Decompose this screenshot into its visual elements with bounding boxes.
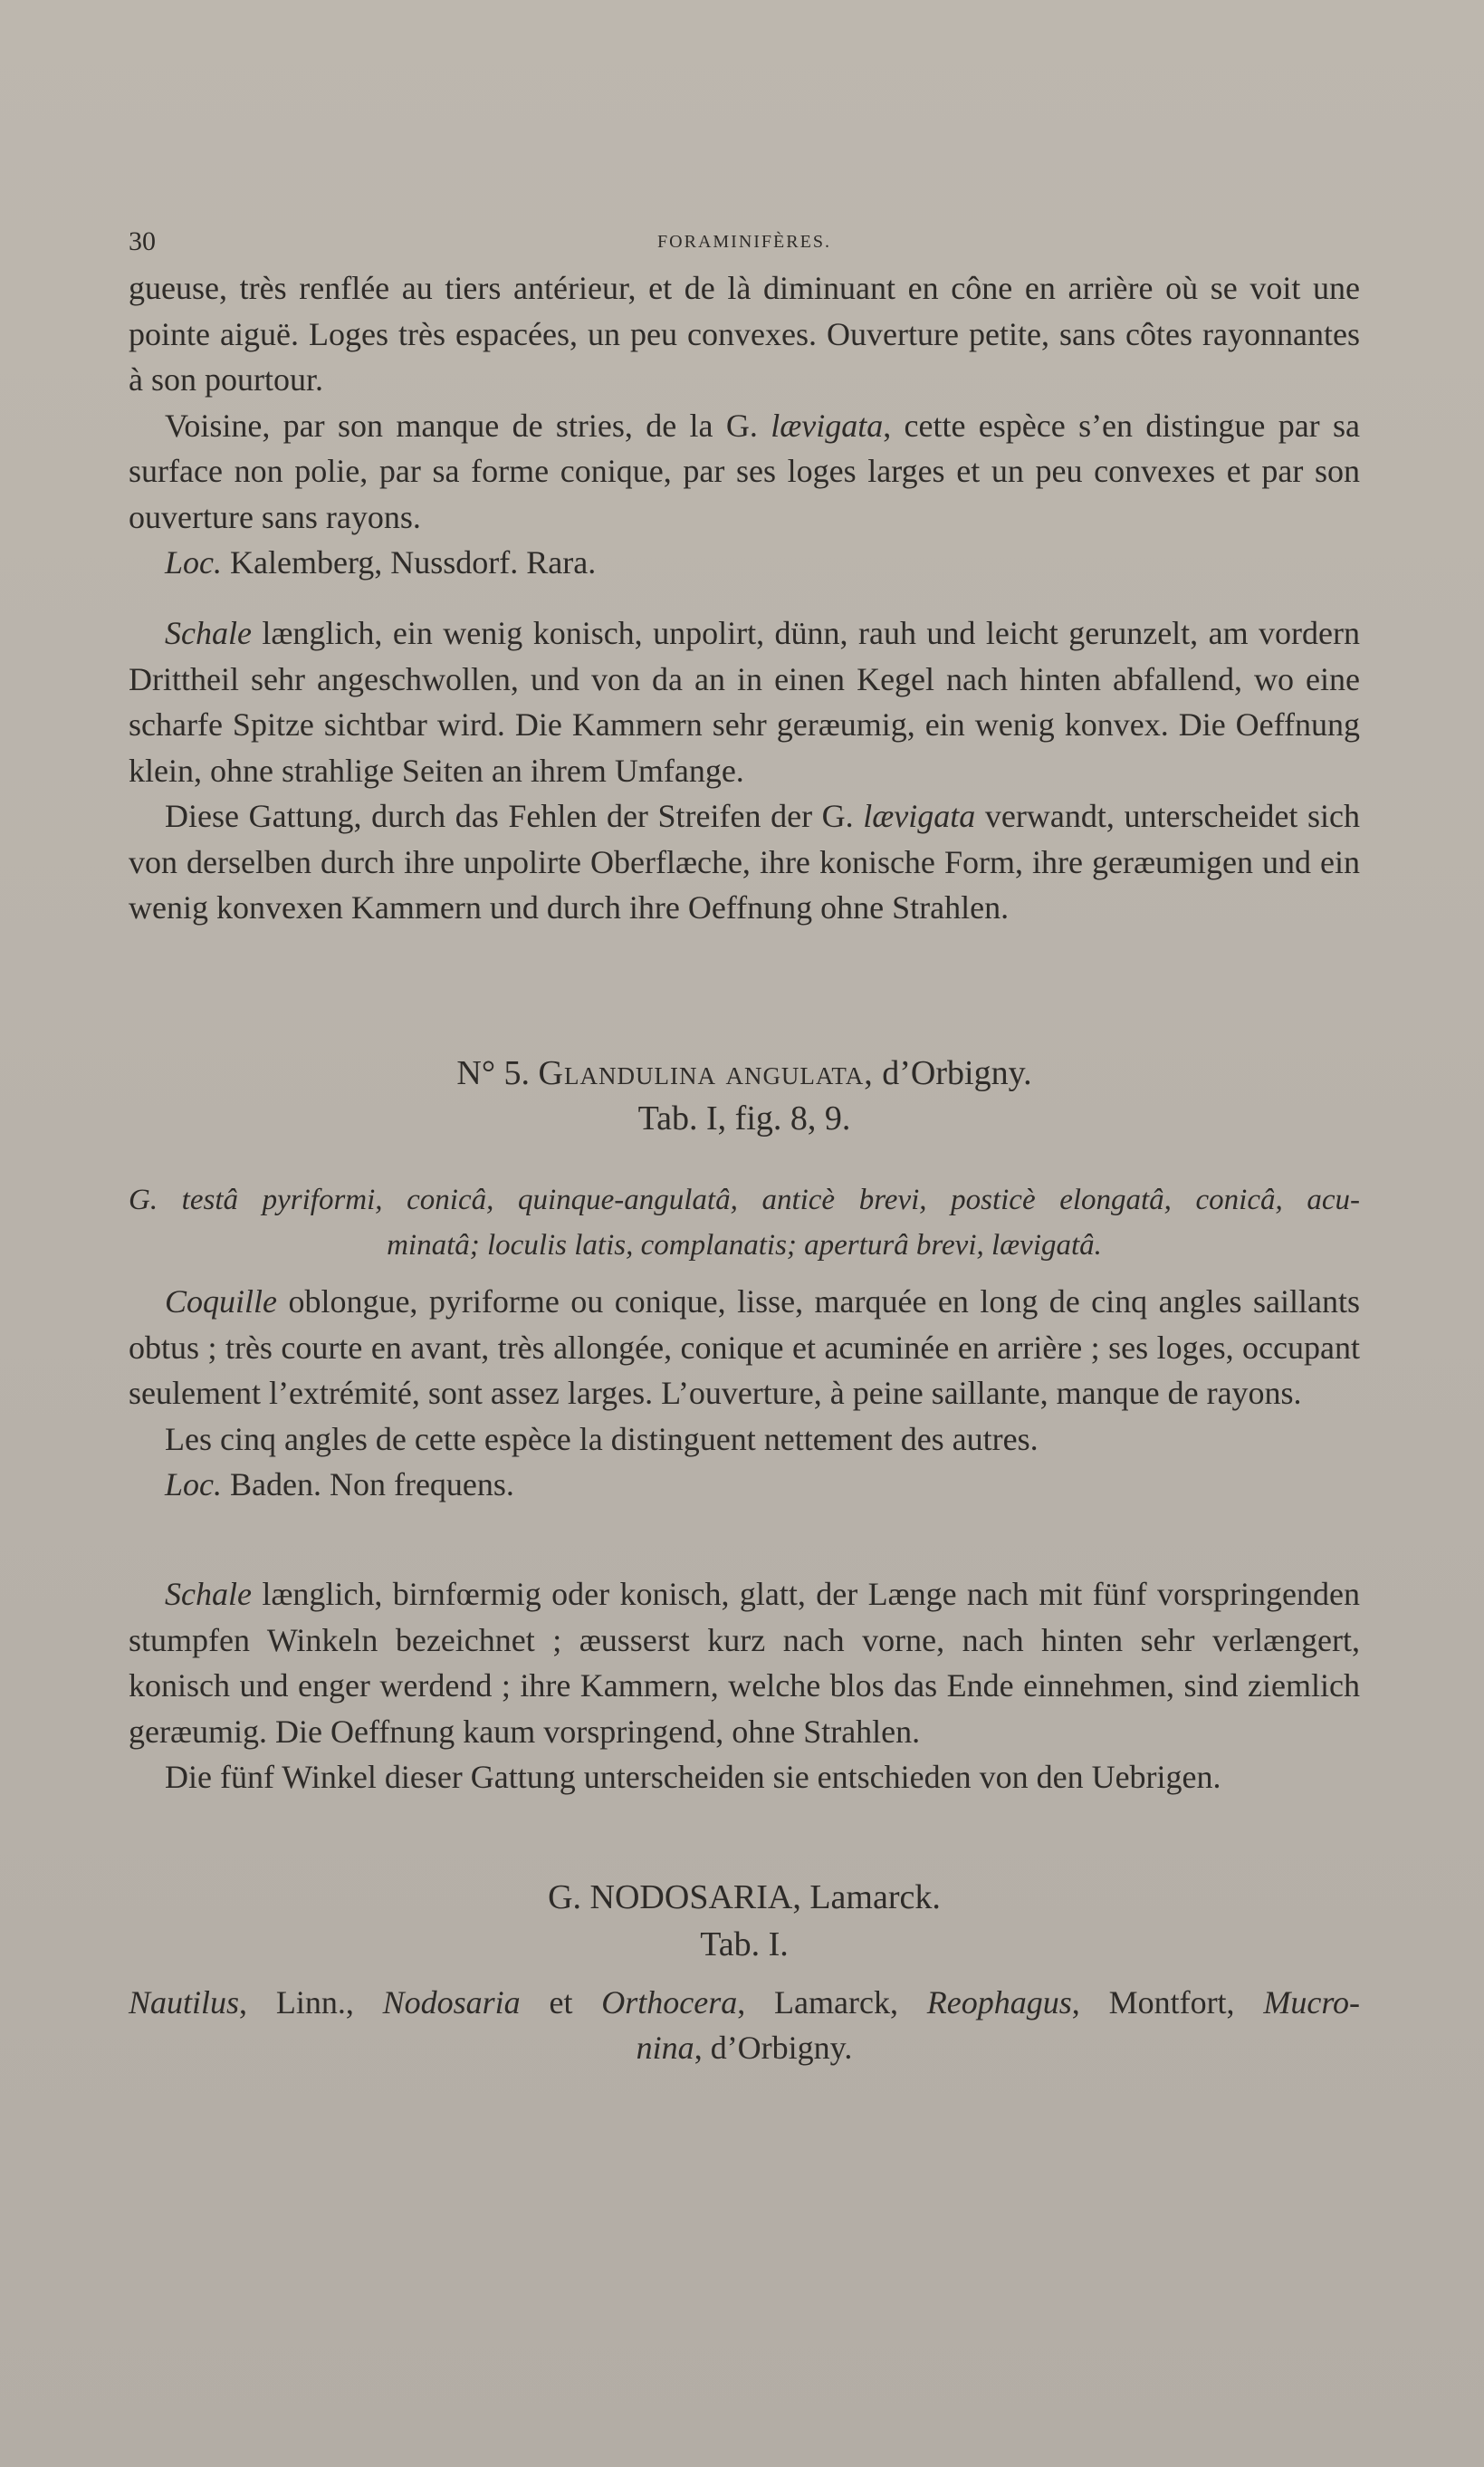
species-heading: N° 5. Glandulina angulata, d’Orbigny.: [456, 1054, 1032, 1092]
paragraph: Schale længlich, birnfœrmig oder konisch, glatt, der Længe nach mit fünf vorspringenden stumpfen Winkeln bezeichnet ; æusserst kurz nach vorne, nach hinten sehr verlængert, konisch und enger werdend ; ihre Kammern, welche blos das Ende einnehmen, sind ziemlich geræumig. Die Oeffnung kaum vorspringend, ohne Strahlen.: [129, 1576, 1360, 1750]
paragraph: Coquille oblongue, pyriforme ou conique, lisse, marquée en long de cinq angles saillants obtus ; très courte en avant, très allongée, conique et acuminée en arrière ; ses loges, occupant seulement l’extrémité, sont assez larges. L’ouverture, à peine saillante, manque de rayons.: [129, 1283, 1360, 1411]
genus-heading: G. NODOSARIA, Lamarck.: [548, 1878, 941, 1916]
locality-line: Loc. Kalemberg, Nussdorf. Rara.: [165, 544, 597, 581]
french-description-block-5: [129, 1279, 1360, 1508]
german-description-block-4: [129, 610, 1360, 931]
locality-line: Loc. Baden. Non frequens.: [165, 1466, 514, 1502]
page-number: 30: [129, 226, 156, 256]
german-description-block-5: [129, 1571, 1360, 1800]
paragraph: Les cinq angles de cette espèce la distinguent nettement des autres.: [165, 1420, 1039, 1457]
paragraph: Voisine, par son manque de stries, de la G. lævigata, cette espèce s’en distingue par sa surface non polie, par sa forme conique, par ses loges larges et un peu convexes et par son ouverture sans rayons.: [129, 407, 1360, 535]
plate-reference: Tab. I, fig. 8, 9.: [637, 1099, 851, 1138]
latin-diagnosis: G. testâ pyriformi, conicâ, quinque-angulatâ, anticè brevi, posticè elongatâ, conicâ, acu- minatâ; loculis latis, complanatis; aperturâ brevi, lævigatâ.: [129, 1184, 1360, 1262]
paragraph: Schale længlich, ein wenig konisch, unpolirt, dünn, rauh und leicht gerunzelt, am vordern Drittheil sehr angeschwollen, und von da an in einen Kegel nach hinten abfallend, wo eine scharfe Spitze sichtbar wird. Die Kammern sehr geræumig, ein wenig konvex. Die Oeffnung klein, ohne strahlige Seiten an ihrem Umfange.: [129, 615, 1360, 789]
running-title: FORAMINIFÈRES.: [657, 232, 831, 252]
french-description-block-4: [129, 265, 1360, 586]
paragraph: Die fünf Winkel dieser Gattung unterscheiden sie entschieden von den Uebrigen.: [165, 1759, 1221, 1795]
paragraph: gueuse, très renflée au tiers antérieur, et de là diminuant en cône en arrière où se voit une pointe aiguë. Loges très espacées, un peu convexes. Ouverture petite, sans côtes rayonnantes à son pourtour.: [129, 270, 1360, 398]
plate-reference: Tab. I.: [700, 1925, 789, 1963]
paragraph: Diese Gattung, durch das Fehlen der Streifen der G. lævigata verwandt, unterscheidet sich von derselben durch ihre unpolirte Oberflæche, ihre konische Form, ihre geræumigen und ein wenig konvexen Kammern und durch ihre Oeffnung ohne Strahlen.: [129, 798, 1360, 926]
genus-synonymy: Nautilus, Linn., Nodosaria et Orthocera, Lamarck, Reophagus, Montfort, Mucro- nina, d’Orbigny.: [129, 1984, 1360, 2066]
page-header: [129, 226, 1360, 263]
